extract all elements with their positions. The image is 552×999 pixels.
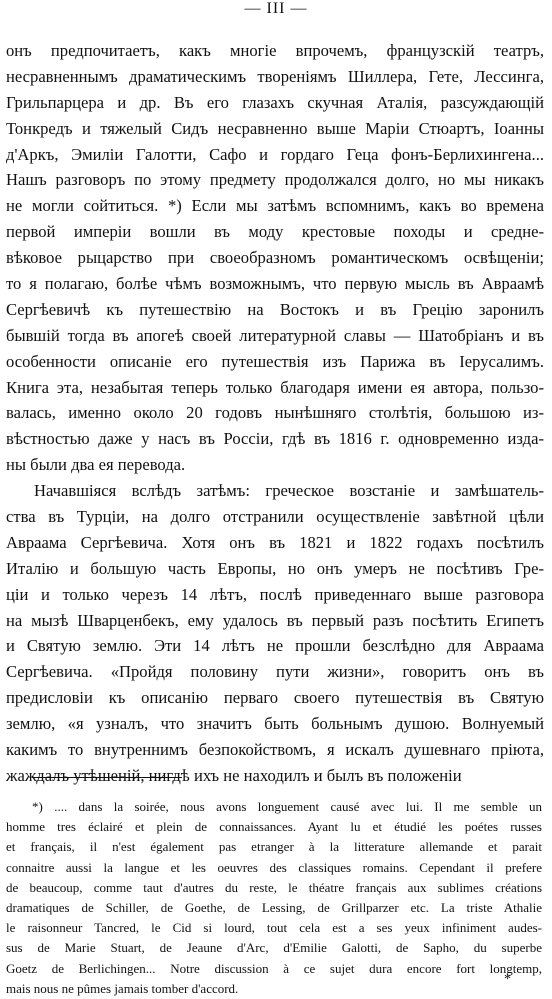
text-line: Тонкредъ и тяжелый Сидъ несравненно выше Маріи Стюартъ, Іоанны [6,118,544,138]
text-line: жаждалъ утѣшеній, нигдѣ ихъ не находилъ и былъ въ положеніи [6,765,462,785]
text-line: Авраама Сергѣевича. Хотя онъ въ 1821 и 1822 годахъ посѣтилъ [6,532,544,552]
text-line: ціи и только черезъ 14 лѣтъ, послѣ приведеннаго выше разговора [6,584,544,604]
text-line: Сергѣевича. «Пройдя половину пути жизни», говоритъ онъ въ [6,662,544,682]
text-line: первой имперіи вошли въ моду крестовые походы и средне- [6,222,544,242]
text-line: ства въ Турціи, на долго отстранили осуществленіе завѣтной цѣли [6,507,544,527]
text-line: Грильпарцера и др. Въ его глазахъ скучная Аталія, разсуждающій [6,92,544,112]
footnote-line: connaitre aussi la langue et les oeuvres des classiques romains. Cependant il prefere [6,859,542,875]
text-line: вѣстностью даже у насъ въ Россіи, гдѣ въ 1816 г. одновременно изда- [6,429,544,449]
text-line: особенности описаніе его путешествія изъ Парижа въ Іерусалимъ. [6,351,544,371]
text-line: на мызѣ Шварценбекъ, ему удалось въ первый разъ посѣтить Египетъ [6,610,544,630]
page-number: — III — [244,0,308,17]
text-line: то я полагаю, болѣе чѣмъ возможнымъ, что первую мысль въ Авраамѣ [6,274,544,294]
footnote-line: sus de Marie Stuart, de Jeaune d'Arc, d'Emilie Galotti, de Sapho, du superbe [6,940,542,956]
paragraph-2 [6,478,544,789]
text-line: несравненнымъ драматическимъ твореніямъ Шиллера, Гете, Лессинга, [6,66,544,86]
text-line: онъ предпочитаетъ, какъ многіе впрочемъ, французскій театръ, [6,41,544,60]
text-line: Начавшіяся вслѣдъ затѣмъ: греческое возстаніе и замѣшатель- [34,481,544,501]
footnote [6,797,542,999]
text-line: д'Аркъ, Эмиліи Галотти, Сафо и гордаго Геца фонъ-Берлихингена... [6,144,544,164]
text-line: ны были два ея перевода. [6,455,186,475]
footnote-line: mais nous ne pûmes jamais tomber d'accord. [6,980,239,996]
footnote-line: et français, il n'est également pas etranger à la litterature allemande et parait [6,839,542,855]
footnote-divider [32,777,182,778]
text-line: бывшій тогда въ апогеѣ своей литературной славы — Шатобріанъ и въ [6,325,544,345]
text-line: землю, «я узналъ, что значитъ быть больнымъ душою. Волнуемый [6,714,544,734]
text-line: какимъ то внутреннимъ безпокойствомъ, я искалъ душевнаго пріюта, [6,740,544,760]
text-line: и Святую землю. Эти 14 лѣтъ не прошли безслѣдно для Авраама [6,636,544,656]
footnote-line: *) .... dans la soirée, nous avons longuement causé avec lui. Il me semble un [32,799,542,814]
text-line: вѣковое рыцарство при своеобразномъ романтическомъ освѣщеніи; [6,248,544,268]
main-text [6,38,544,789]
text-line: Книга эта, незабытая теперь только благодаря имени ея автора, пользо- [6,377,544,397]
footnote-line: le raisonneur Tancred, le Cid si lourd, tout cela est a ses yeux infiniment audes- [6,920,542,936]
text-line: предисловіи къ описанію перваго своего путешествія въ Святую [6,688,544,708]
text-line: Сергѣевичѣ къ путешествію на Востокъ и въ Грецію заронилъ [6,299,544,319]
text-line: Италію и большую часть Европы, но онъ умеръ не посѣтивъ Гре- [6,558,544,578]
footnote-line: dramatiques de Schiller, de Goethe, de Lessing, de Grillparzer etc. La triste Athalie [6,899,542,915]
signature-mark: * [504,972,511,987]
footnote-line: homme tres éclairé et plein de connaissances. Ayant lu et étudié les poétes russes [6,819,542,835]
text-line: не могли сойтиться. *) Если мы затѣмъ вспомнимъ, какъ во времена [6,196,544,216]
paragraph-1 [6,38,544,478]
text-line: Нашъ разговоръ по этому предмету продолжался долго, но мы никакъ [6,170,544,190]
footnote-line: de beaucoup, comme taut d'autres du reste, le théatre français aux sublimes créations [6,879,542,895]
footnote-line: Goetz de Berlichingen... Notre discussion à ce sujet dura encore fort longtemp, [6,960,542,976]
text-line: валась, именно около 20 годовъ нынѣшняго столѣтія, большою из- [6,403,544,423]
